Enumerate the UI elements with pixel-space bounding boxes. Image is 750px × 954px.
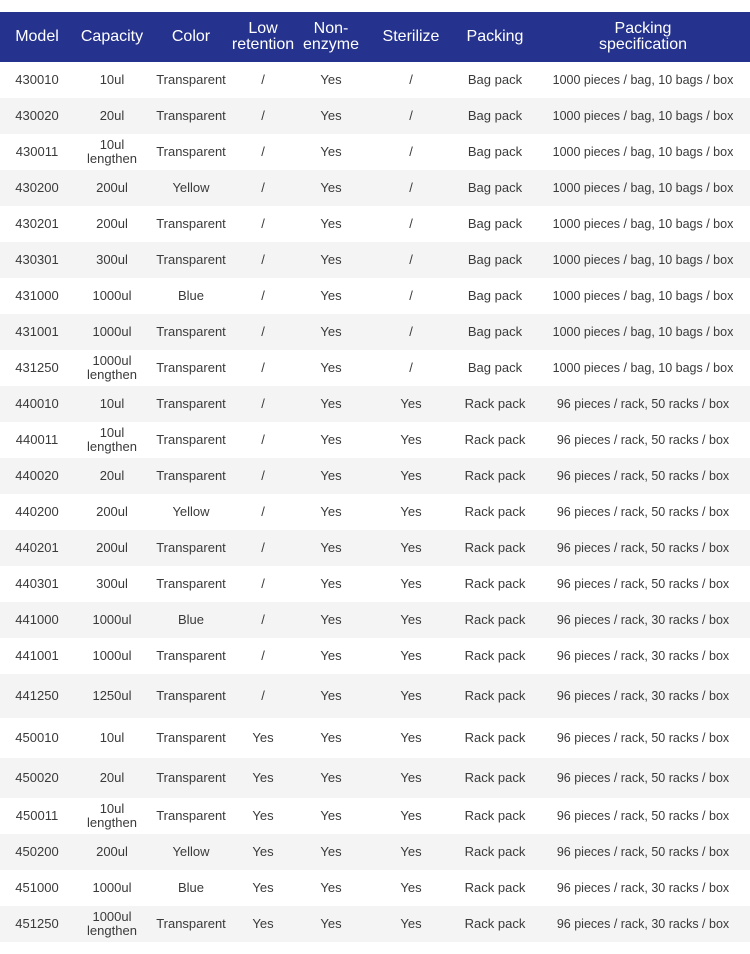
cell-packing-specification: 96 pieces / rack, 50 racks / box (556, 771, 730, 785)
cell-packing-specification: 96 pieces / rack, 50 racks / box (556, 577, 730, 591)
table-row (0, 870, 750, 906)
cell-low-retention: / (261, 540, 265, 555)
cell-color: Transparent (156, 432, 226, 447)
cell-packing: Bag pack (467, 108, 523, 123)
table-row (0, 602, 750, 638)
cell-packing: Bag pack (467, 72, 523, 87)
cell-low-retention: / (261, 180, 265, 195)
cell-model: 441000 (15, 612, 59, 627)
cell-non-enzyme: Yes (320, 108, 342, 123)
cell-capacity: 200ul (96, 216, 128, 231)
cell-sterilize: / (409, 180, 413, 195)
table-row (0, 62, 750, 98)
cell-non-enzyme: Yes (320, 916, 342, 931)
cell-sterilize: Yes (400, 612, 422, 627)
table-row (0, 278, 750, 314)
cell-sterilize: Yes (400, 648, 422, 663)
cell-low-retention: / (261, 252, 265, 267)
cell-model: 451000 (15, 880, 59, 895)
cell-model: 440020 (15, 468, 59, 483)
cell-sterilize: / (409, 288, 413, 303)
table-row (0, 906, 750, 942)
cell-low-retention: / (261, 216, 265, 231)
cell-low-retention: Yes (252, 844, 274, 859)
cell-color: Transparent (156, 688, 226, 703)
header-capacity: Capacity (80, 28, 144, 45)
cell-capacity: 200ul (96, 504, 128, 519)
cell-color: Transparent (156, 324, 226, 339)
cell-color: Blue (177, 880, 205, 895)
cell-sterilize: Yes (400, 880, 422, 895)
cell-color: Transparent (156, 108, 226, 123)
cell-packing-specification: 96 pieces / rack, 30 racks / box (556, 917, 730, 931)
cell-packing: Rack pack (464, 844, 526, 859)
cell-packing-specification: 1000 pieces / bag, 10 bags / box (552, 325, 734, 339)
cell-low-retention: / (261, 612, 265, 627)
table-row (0, 134, 750, 170)
header-model: Model (15, 28, 59, 45)
cell-model: 430200 (15, 180, 59, 195)
table-row (0, 638, 750, 674)
cell-packing-specification: 96 pieces / rack, 50 racks / box (556, 433, 730, 447)
cell-capacity: 1000ul lengthen (87, 909, 137, 938)
cell-sterilize: Yes (400, 576, 422, 591)
cell-packing-specification: 96 pieces / rack, 50 racks / box (556, 541, 730, 555)
cell-non-enzyme: Yes (320, 612, 342, 627)
cell-sterilize: Yes (400, 844, 422, 859)
cell-color: Transparent (156, 144, 226, 159)
cell-sterilize: / (409, 216, 413, 231)
cell-model: 441250 (15, 688, 59, 703)
cell-packing-specification: 96 pieces / rack, 30 racks / box (556, 649, 730, 663)
table-header (0, 12, 750, 62)
cell-low-retention: Yes (252, 770, 274, 785)
cell-packing-specification: 96 pieces / rack, 50 racks / box (556, 731, 730, 745)
table-row (0, 758, 750, 798)
cell-non-enzyme: Yes (320, 808, 342, 823)
cell-capacity: 10ul (99, 730, 125, 745)
table-row (0, 386, 750, 422)
table-row (0, 718, 750, 758)
cell-non-enzyme: Yes (320, 540, 342, 555)
cell-model: 450010 (15, 730, 59, 745)
cell-sterilize: Yes (400, 688, 422, 703)
cell-model: 440010 (15, 396, 59, 411)
cell-color: Transparent (156, 916, 226, 931)
cell-sterilize: / (409, 324, 413, 339)
table-row (0, 834, 750, 870)
table-body (0, 62, 750, 942)
cell-low-retention: / (261, 432, 265, 447)
cell-model: 430201 (15, 216, 59, 231)
cell-capacity: 20ul (99, 108, 125, 123)
cell-capacity: 300ul (96, 252, 128, 267)
cell-color: Transparent (156, 216, 226, 231)
cell-packing: Rack pack (464, 688, 526, 703)
cell-color: Transparent (156, 576, 226, 591)
cell-model: 451250 (15, 916, 59, 931)
cell-non-enzyme: Yes (320, 770, 342, 785)
cell-model: 440201 (15, 540, 59, 555)
cell-capacity: 10ul lengthen (87, 425, 137, 454)
cell-packing: Rack pack (464, 432, 526, 447)
table-row (0, 314, 750, 350)
cell-low-retention: Yes (252, 880, 274, 895)
cell-color: Transparent (156, 730, 226, 745)
cell-low-retention: / (261, 576, 265, 591)
cell-low-retention: / (261, 288, 265, 303)
cell-sterilize: Yes (400, 504, 422, 519)
cell-packing: Rack pack (464, 540, 526, 555)
cell-capacity: 200ul (96, 844, 128, 859)
cell-sterilize: Yes (400, 540, 422, 555)
cell-color: Blue (177, 288, 205, 303)
cell-model: 440011 (15, 432, 59, 447)
cell-low-retention: Yes (252, 730, 274, 745)
cell-packing: Rack pack (464, 396, 526, 411)
cell-low-retention: / (261, 72, 265, 87)
cell-capacity: 10ul lengthen (87, 137, 137, 166)
cell-sterilize: Yes (400, 808, 422, 823)
cell-packing-specification: 1000 pieces / bag, 10 bags / box (552, 253, 734, 267)
cell-model: 431001 (15, 324, 59, 339)
cell-packing-specification: 1000 pieces / bag, 10 bags / box (552, 217, 734, 231)
cell-non-enzyme: Yes (320, 648, 342, 663)
header-sterilize: Sterilize (382, 28, 440, 45)
table-row (0, 566, 750, 602)
cell-packing: Rack pack (464, 730, 526, 745)
cell-non-enzyme: Yes (320, 216, 342, 231)
cell-color: Transparent (156, 468, 226, 483)
cell-low-retention: / (261, 360, 265, 375)
cell-non-enzyme: Yes (320, 730, 342, 745)
cell-packing-specification: 96 pieces / rack, 50 racks / box (556, 397, 730, 411)
cell-color: Transparent (156, 770, 226, 785)
header-packing-specification: Packing specification (598, 20, 688, 53)
cell-non-enzyme: Yes (320, 144, 342, 159)
cell-packing: Bag pack (467, 180, 523, 195)
cell-model: 430301 (15, 252, 59, 267)
cell-model: 431000 (15, 288, 59, 303)
cell-packing: Bag pack (467, 144, 523, 159)
header-non-enzyme: Non- enzyme (302, 20, 360, 53)
cell-capacity: 1000ul (92, 648, 132, 663)
table-row (0, 530, 750, 566)
cell-packing: Rack pack (464, 916, 526, 931)
cell-capacity: 20ul (99, 770, 125, 785)
cell-packing: Rack pack (464, 770, 526, 785)
header-low-retention: Low retention (231, 20, 295, 53)
cell-color: Transparent (156, 396, 226, 411)
cell-low-retention: Yes (252, 808, 274, 823)
cell-non-enzyme: Yes (320, 396, 342, 411)
cell-capacity: 10ul (99, 396, 125, 411)
cell-non-enzyme: Yes (320, 324, 342, 339)
cell-model: 450020 (15, 770, 59, 785)
cell-capacity: 1000ul (92, 288, 132, 303)
cell-sterilize: Yes (400, 916, 422, 931)
cell-model: 430010 (15, 72, 59, 87)
cell-sterilize: / (409, 72, 413, 87)
cell-packing-specification: 1000 pieces / bag, 10 bags / box (552, 289, 734, 303)
table-row (0, 458, 750, 494)
cell-packing: Rack pack (464, 880, 526, 895)
cell-model: 440200 (15, 504, 59, 519)
cell-low-retention: / (261, 688, 265, 703)
cell-non-enzyme: Yes (320, 180, 342, 195)
cell-non-enzyme: Yes (320, 688, 342, 703)
table-row (0, 350, 750, 386)
table-row (0, 206, 750, 242)
cell-packing-specification: 1000 pieces / bag, 10 bags / box (552, 361, 734, 375)
cell-sterilize: Yes (400, 432, 422, 447)
cell-low-retention: / (261, 468, 265, 483)
header-color: Color (171, 28, 211, 45)
cell-model: 440301 (15, 576, 59, 591)
cell-color: Yellow (172, 180, 210, 195)
cell-packing-specification: 96 pieces / rack, 50 racks / box (556, 469, 730, 483)
cell-model: 430011 (15, 144, 59, 159)
cell-sterilize: Yes (400, 770, 422, 785)
cell-capacity: 1000ul (92, 324, 132, 339)
table-row (0, 674, 750, 718)
cell-low-retention: / (261, 144, 265, 159)
cell-packing-specification: 1000 pieces / bag, 10 bags / box (552, 73, 734, 87)
cell-packing-specification: 1000 pieces / bag, 10 bags / box (552, 145, 734, 159)
cell-capacity: 10ul lengthen (87, 801, 137, 830)
cell-capacity: 300ul (96, 576, 128, 591)
cell-color: Yellow (172, 504, 210, 519)
cell-sterilize: Yes (400, 396, 422, 411)
cell-packing: Rack pack (464, 576, 526, 591)
cell-sterilize: / (409, 252, 413, 267)
table-row (0, 798, 750, 834)
cell-color: Transparent (156, 252, 226, 267)
cell-packing-specification: 1000 pieces / bag, 10 bags / box (552, 109, 734, 123)
cell-color: Transparent (156, 540, 226, 555)
table-row (0, 98, 750, 134)
cell-capacity: 200ul (96, 180, 128, 195)
cell-low-retention: / (261, 648, 265, 663)
cell-packing: Bag pack (467, 360, 523, 375)
cell-non-enzyme: Yes (320, 360, 342, 375)
cell-packing: Bag pack (467, 288, 523, 303)
cell-packing-specification: 96 pieces / rack, 50 racks / box (556, 809, 730, 823)
cell-packing: Rack pack (464, 648, 526, 663)
table-row (0, 242, 750, 278)
cell-low-retention: / (261, 324, 265, 339)
cell-packing: Rack pack (464, 808, 526, 823)
cell-color: Transparent (156, 808, 226, 823)
cell-low-retention: / (261, 108, 265, 123)
cell-non-enzyme: Yes (320, 504, 342, 519)
cell-packing-specification: 96 pieces / rack, 50 racks / box (556, 845, 730, 859)
table-row (0, 422, 750, 458)
cell-color: Yellow (172, 844, 210, 859)
cell-packing: Bag pack (467, 252, 523, 267)
cell-color: Blue (177, 612, 205, 627)
cell-sterilize: Yes (400, 468, 422, 483)
cell-sterilize: / (409, 360, 413, 375)
cell-model: 431250 (15, 360, 59, 375)
cell-non-enzyme: Yes (320, 880, 342, 895)
cell-packing: Rack pack (464, 612, 526, 627)
cell-model: 450011 (15, 808, 59, 823)
cell-non-enzyme: Yes (320, 844, 342, 859)
cell-capacity: 1000ul (92, 612, 132, 627)
table-row (0, 494, 750, 530)
cell-packing: Bag pack (467, 216, 523, 231)
cell-low-retention: / (261, 504, 265, 519)
header-packing: Packing (466, 28, 524, 45)
cell-packing-specification: 96 pieces / rack, 50 racks / box (556, 505, 730, 519)
cell-packing: Rack pack (464, 504, 526, 519)
cell-low-retention: / (261, 396, 265, 411)
cell-low-retention: Yes (252, 916, 274, 931)
cell-packing-specification: 96 pieces / rack, 30 racks / box (556, 613, 730, 627)
cell-model: 441001 (15, 648, 59, 663)
cell-packing-specification: 96 pieces / rack, 30 racks / box (556, 881, 730, 895)
cell-color: Transparent (156, 648, 226, 663)
cell-packing: Rack pack (464, 468, 526, 483)
cell-non-enzyme: Yes (320, 252, 342, 267)
cell-model: 430020 (15, 108, 59, 123)
cell-non-enzyme: Yes (320, 72, 342, 87)
cell-capacity: 20ul (99, 468, 125, 483)
cell-capacity: 200ul (96, 540, 128, 555)
cell-sterilize: / (409, 144, 413, 159)
cell-capacity: 10ul (99, 72, 125, 87)
cell-color: Transparent (156, 72, 226, 87)
cell-non-enzyme: Yes (320, 432, 342, 447)
table-row (0, 170, 750, 206)
cell-packing-specification: 1000 pieces / bag, 10 bags / box (552, 181, 734, 195)
cell-non-enzyme: Yes (320, 576, 342, 591)
cell-packing-specification: 96 pieces / rack, 30 racks / box (556, 689, 730, 703)
cell-non-enzyme: Yes (320, 468, 342, 483)
cell-color: Transparent (156, 360, 226, 375)
cell-packing: Bag pack (467, 324, 523, 339)
cell-non-enzyme: Yes (320, 288, 342, 303)
cell-capacity: 1000ul lengthen (87, 353, 137, 382)
cell-sterilize: / (409, 108, 413, 123)
cell-capacity: 1250ul (92, 688, 132, 703)
cell-capacity: 1000ul (92, 880, 132, 895)
cell-model: 450200 (15, 844, 59, 859)
cell-sterilize: Yes (400, 730, 422, 745)
